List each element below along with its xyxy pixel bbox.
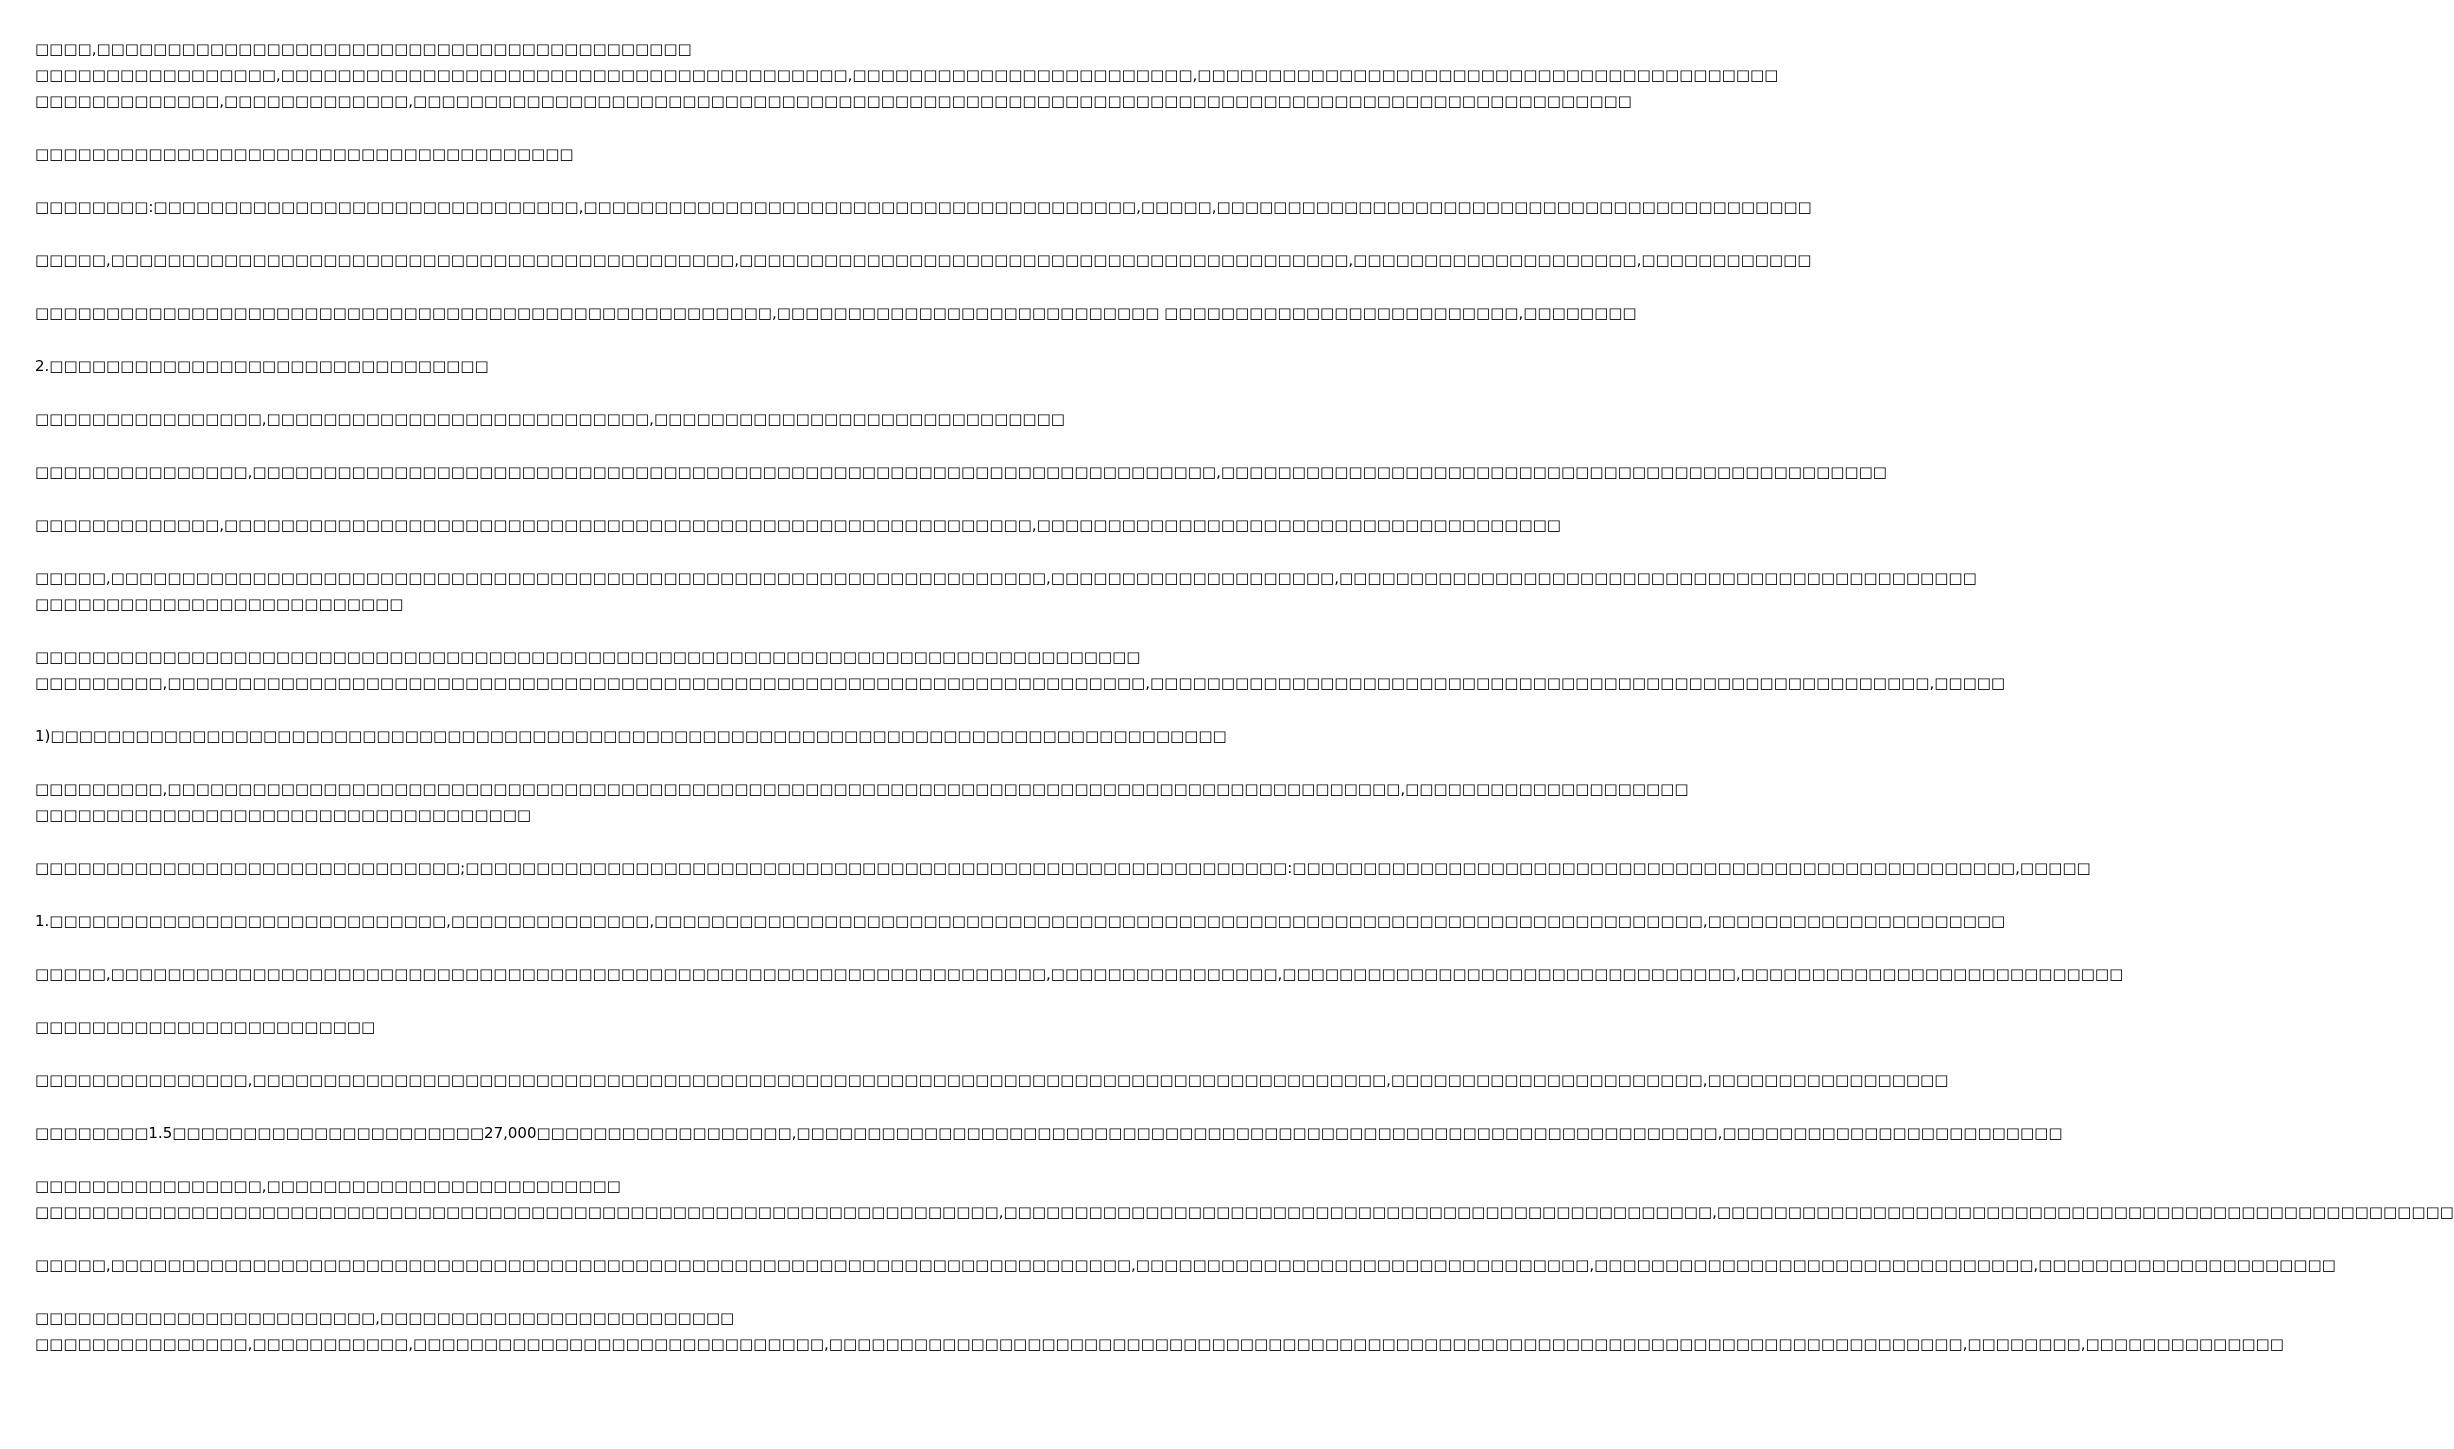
text-line: □□□□□□□□□□□□□□□□□□□□□□□□□□□□□□□□□□□□□□□□□□□□□□□□□□□□□□□□□□□□□□□□□□□□□□□□□□□□□□: [35, 648, 1141, 666]
text-line: □□□□□□□□□□□□□□□□□□□□□□□□□□: [35, 595, 404, 613]
text-line: □□□□□□□□□□□□□□□□,□□□□□□□□□□□□□□□□□□□□□□□□□: [35, 1177, 621, 1195]
paragraph: [35, 1252, 2336, 1278]
text-line: □□□□□□□□□□□□□□□,□□□□□□□□□□□□□□□□□□□□□□□□□□□□□□□□□□□□□□□□□□□□□□□□□□□□□□□□□□□□□□□□□□□□,□□□□□□□□□□□□□□□□□□□□□□□□□□□□□□□□□□□□□□□□□□□□□□□: [35, 463, 1887, 481]
paragraph: [35, 512, 1561, 538]
text-line: □□□□□,□□□□□□□□□□□□□□□□□□□□□□□□□□□□□□□□□□□□□□□□□□□□□□□□□□□□□□□□□□□□□□□□□□,□□□□□□□□□□□□□□□□□□□□,□□□□□□□□□□□□□□□□□□□□□□□□□□□□□□□□□□□□□□□□□□□□□: [35, 569, 1977, 587]
paragraph: [35, 908, 2006, 934]
paragraph: [35, 459, 1887, 485]
paragraph: [35, 353, 990, 379]
text-line: □□□□□□□□□□□□□□□□□□□□□□□□□□□□□□□□□□□□□□: [35, 145, 574, 163]
text-line: □□□□□,□□□□□□□□□□□□□□□□□□□□□□□□□□□□□□□□□□□□□□□□□□□□,□□□□□□□□□□□□□□□□□□□□□□□□□□□□□□□□□□□□□□□□□□□,□□□□□□□□□□□□□□□□□□□□,□□□□□□□□□□□□: [35, 251, 1812, 269]
text-line: □□□□□□□□□,□□□□□□□□□□□□□□□□□□□□□□□□□□□□□□□□□□□□□□□□□□□□□□□□□□□□□□□□□□□□□□□□□□□□□□□□□□□□□□□□□□□□□□□,□□□□□□□□□□□□□□□□□□□□: [35, 780, 1689, 798]
text-line: 2.□□□□□□□□□□□□□□□□□□□□□□□□□□□□□□□: [35, 357, 489, 375]
paragraph: [35, 1067, 1949, 1093]
text-line: □□□□□□□□□□□□□□□□□□□□□□□□,□□□□□□□□□□□□□□□□□□□□□□□□□: [35, 1309, 735, 1327]
text-line: □□□□□□□□□□□□□□□,□□□□□□□□□□□,□□□□□□□□□□□□□□□□□□□□□□□□□□□□□,□□□□□□□□□□□□□□□□□□□□□□□□□□□□□□□□□□□□□□□□□□□□□□□□□□□□□□□□□□□□□□□□□□□□□□□□□□□□□□□□,□□□□□□□□,□□□□□□□□□□□□□□: [35, 1335, 2284, 1353]
paragraph: [35, 300, 1637, 326]
text-line: □□□□□□□□□□□□□□□□□□□□□□□□□□□□□□;□□□□□□□□□□□□□□□□□□□□□□□□□□□□□□□□□□□□□□□□□□□□□□□□□□□□□□□□□□:□□□□□□□□□□□□□□□□□□□□□□□□□□□□□□□□□□□□□□□□□□□□□□□□□□□,□□□□□: [35, 859, 2091, 877]
text-line: □□□□□□□□□□□□□,□□□□□□□□□□□□□□□□□□□□□□□□□□□□□□□□□□□□□□□□□□□□□□□□□□□□□□□□□,□□□□□□□□□□□□□□□□□□□□□□□□□□□□□□□□□□□□□: [35, 516, 1561, 534]
text-line: □□□□□□□□□□□□□□□□,□□□□□□□□□□□□□□□□□□□□□□□□□□□,□□□□□□□□□□□□□□□□□□□□□□□□□□□□□: [35, 410, 1065, 428]
paragraph: [35, 776, 1689, 828]
paragraph: [35, 565, 1977, 617]
paragraph: [35, 36, 1779, 114]
paragraph: [35, 723, 1227, 749]
text-line: □□□□,□□□□□□□□□□□□□□□□□□□□□□□□□□□□□□□□□□□□□□□□□□: [35, 40, 692, 58]
paragraph: [35, 194, 1812, 220]
text-line: □□□□□□□□□□□□□□□□□□□□□□□□□□□□□□□□□□□□□□□□□□□□□□□□□□□□□□□□□□□□□□□□□□□□,□□□□□□□□□□□□□□□□□□□□□□□□□□□□□□□□□□□□□□□□□□□□□□□□□□,□□□□□□□□□□□□□□□□□□□□□□□□□□□□□□□□□□□□□□□□□□□□□□□□□□□□: [35, 1203, 2454, 1221]
text-line: □□□□□,□□□□□□□□□□□□□□□□□□□□□□□□□□□□□□□□□□□□□□□□□□□□□□□□□□□□□□□□□□□□□□□□□□□□□□□□,□□□□□□□□□□□□□□□□□□□□□□□□□□□□□□□□,□□□□□□□□□□□□□□□□□□□□□□□□□□□□□□□,□□□□□□□□□□□□□□□□□□□□□: [35, 1256, 2336, 1274]
text-line: 1.□□□□□□□□□□□□□□□□□□□□□□□□□□□□,□□□□□□□□□□□□□□,□□□□□□□□□□□□□□□□□□□□□□□□□□□□□□□□□□□□□□□□□□□□□□□□□□□□□□□□□□□□□□□□□□□□□□□□□□,□□□□□□□□□□□□□□□□□□□□□: [35, 912, 2006, 930]
paragraph: [35, 1173, 2454, 1225]
text-line: □□□□□□□□□□□□□□□,□□□□□□□□□□□□□□□□□□□□□□□□□□□□□□□□□□□□□□□□□□□□□□□□□□□□□□□□□□□□□□□□□□□□□□□□□□□□□□□□,□□□□□□□□□□□□□□□□□□□□□□,□□□□□□□□□□□□□□□□□: [35, 1071, 1949, 1089]
paragraph: [35, 247, 1812, 273]
document-page: [35, 36, 2454, 1436]
text-line: □□□□□□□□□□□□□□□□□□□□□□□□□□□□□□□□□□□: [35, 806, 532, 824]
paragraph: [35, 1120, 2063, 1146]
paragraph: [35, 644, 2006, 696]
paragraph: [35, 961, 2124, 987]
text-line: □□□□□□□□□□□□□,□□□□□□□□□□□□□,□□□□□□□□□□□□□□□□□□□□□□□□□□□□□□□□□□□□□□□□□□□□□□□□□□□□□□□□□□□□□□□□□□□□□□□□□□□□□□□□□□□□□□: [35, 92, 1632, 110]
text-line: □□□□□□□□□□□□□□□□□□□□□□□□: [35, 1018, 376, 1036]
paragraph: [35, 141, 990, 167]
paragraph: [35, 1014, 990, 1040]
text-line: □□□□□□□□□□□□□□□□□,□□□□□□□□□□□□□□□□□□□□□□□□□□□□□□□□□□□□□□□□,□□□□□□□□□□□□□□□□□□□□□□□□,□□□□□□□□□□□□□□□□□□□□□□□□□□□□□□□□□□□□□□□□□: [35, 66, 1779, 84]
paragraph: [35, 855, 2091, 881]
text-line: □□□□□,□□□□□□□□□□□□□□□□□□□□□□□□□□□□□□□□□□□□□□□□□□□□□□□□□□□□□□□□□□□□□□□□□□,□□□□□□□□□□□□□□□□,□□□□□□□□□□□□□□□□□□□□□□□□□□□□□□□□,□□□□□□□□□□□□□□□□□□□□□□□□□□□: [35, 965, 2124, 983]
text-line: □□□□□□□□□□□□□□□□□□□□□□□□□□□□□□□□□□□□□□□□□□□□□□□□□□□□,□□□□□□□□□□□□□□□□□□□□□□□□□□□ □□□□□□□□□□□□□□□□□□□□□□□□□,□□□□□□□□: [35, 304, 1637, 322]
text-line: □□□□□□□□□,□□□□□□□□□□□□□□□□□□□□□□□□□□□□□□□□□□□□□□□□□□□□□□□□□□□□□□□□□□□□□□□□□□□□□,□□□□□□□□□□□□□□□□□□□□□□□□□□□□□□□□□□□□□□□□□□□□□□□□□□□□□□□,□□□□□: [35, 674, 2006, 692]
text-line: 1)□□□□□□□□□□□□□□□□□□□□□□□□□□□□□□□□□□□□□□□□□□□□□□□□□□□□□□□□□□□□□□□□□□□□□□□□□□□□□□□□□□□: [35, 727, 1227, 745]
paragraph: [35, 406, 1065, 432]
paragraph: [35, 1305, 2284, 1357]
text-line: □□□□□□□□:□□□□□□□□□□□□□□□□□□□□□□□□□□□□□□,□□□□□□□□□□□□□□□□□□□□□□□□□□□□□□□□□□□□□□□,□□□□□,□□□□□□□□□□□□□□□□□□□□□□□□□□□□□□□□□□□□□□□□□□: [35, 198, 1812, 216]
text-line: □□□□□□□□1.5□□□□□□□□□□□□□□□□□□□□□□27,000□□□□□□□□□□□□□□□□□□,□□□□□□□□□□□□□□□□□□□□□□□□□□□□□□□□□□□□□□□□□□□□□□□□□□□□□□□□□□□□□□□□□,□□□□□□□□□□□□□□□□□□□□□□□□: [35, 1124, 2063, 1142]
